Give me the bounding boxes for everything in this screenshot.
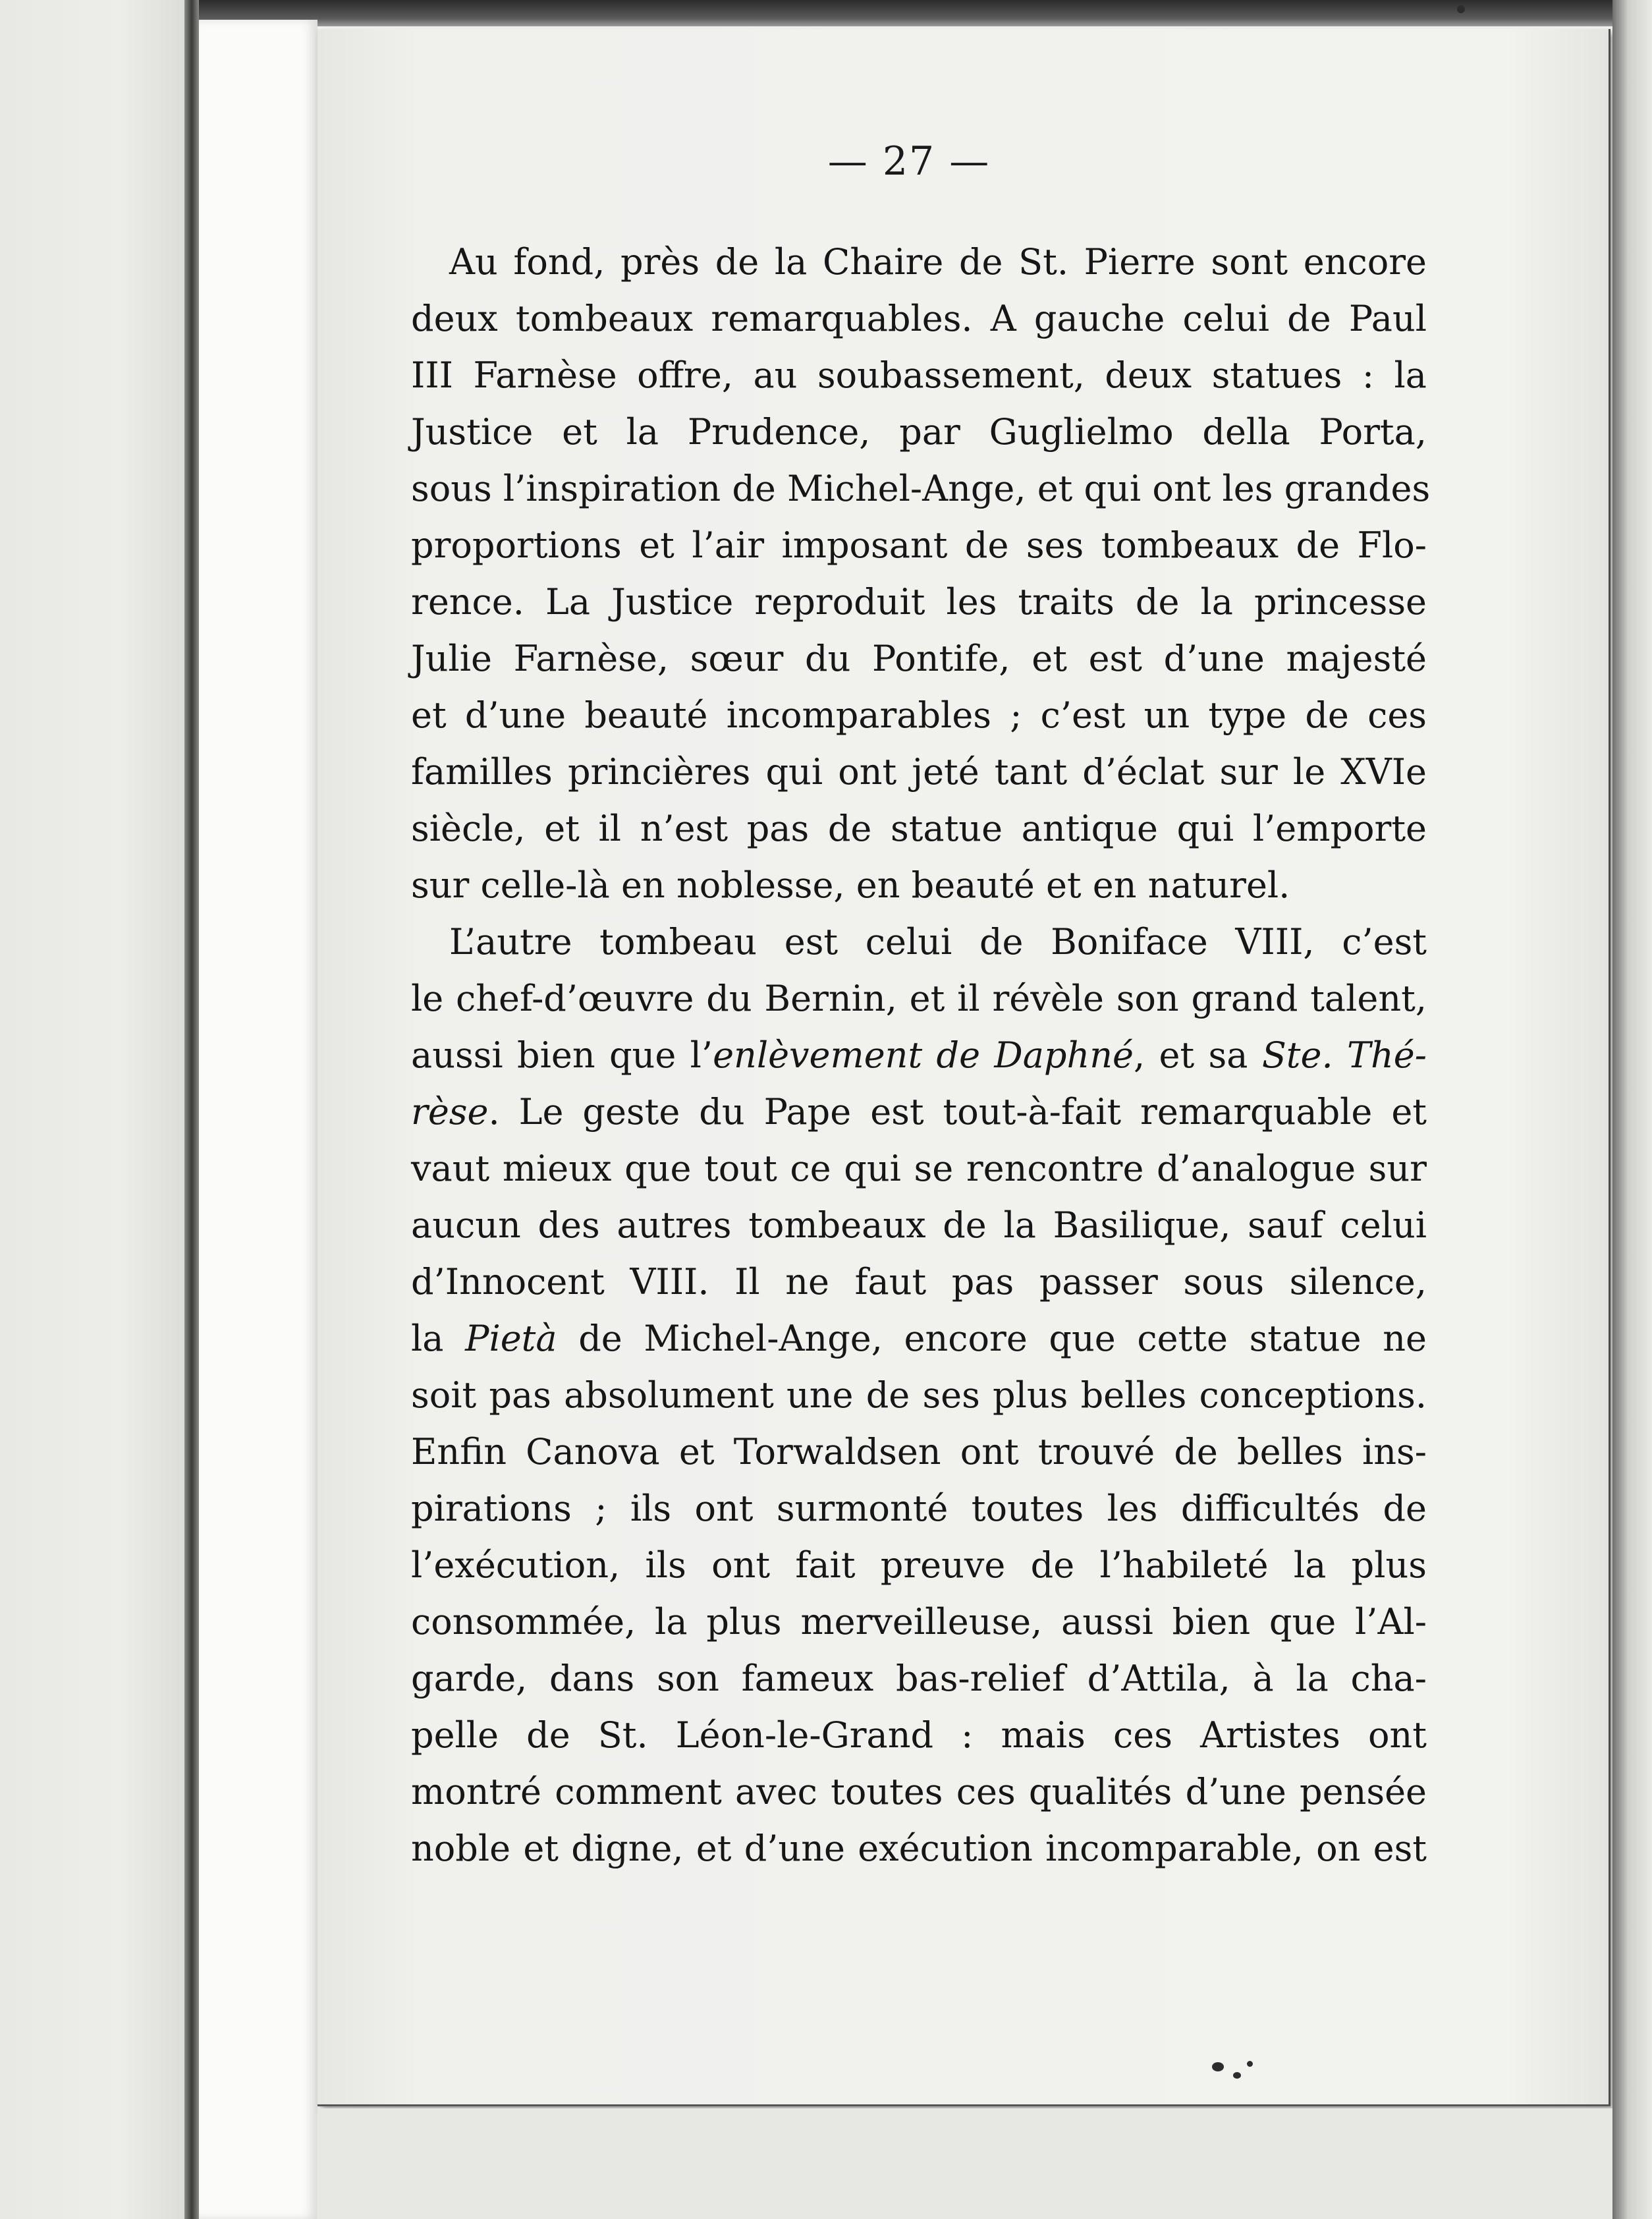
text-line: pelle de St. Léon-le-Grand : mais ces Artistes ont [411, 1714, 1427, 1756]
text-line: pirations ; ils ont surmonté toutes les difficultés de [411, 1488, 1427, 1529]
text-line-mixed [411, 1027, 1427, 1084]
text-run: , et sa [1133, 1034, 1262, 1076]
text-line: Justice et la Prudence, par Guglielmo della Porta, [411, 411, 1427, 453]
text-run: . Le geste du Pape est tout-à-fait remarquable et [488, 1091, 1427, 1133]
text-line-mixed [411, 1310, 1427, 1367]
text-run: aussi bien que l’ [411, 1034, 713, 1076]
italic-title: enlèvement de Daphné [713, 1034, 1134, 1076]
facing-page-edge [199, 20, 317, 2219]
text-line: familles princières qui ont jeté tant d’éclat sur le XVIe [411, 751, 1427, 793]
book-binding-edge [184, 0, 199, 2219]
italic-title: Ste. Thé- [1261, 1034, 1427, 1076]
text-line: sous l’inspiration de Michel-Ange, et qui ont les grandes [411, 468, 1431, 509]
italic-title: Pietà [465, 1318, 557, 1359]
text-line: Enfin Canova et Torwaldsen ont trouvé de belles ins- [411, 1431, 1427, 1473]
text-line: vaut mieux que tout ce qui se rencontre d’analogue sur [411, 1148, 1427, 1189]
text-line: sur celle-là en noblesse, en beauté et en naturel. [411, 864, 1290, 906]
text-line: proportions et l’air imposant de ses tombeaux de Flo- [411, 524, 1427, 566]
dust-speck [1457, 5, 1465, 13]
dust-speck [1233, 2072, 1241, 2079]
text-line: consommée, la plus merveilleuse, aussi bien que l’Al- [411, 1601, 1427, 1643]
text-line-mixed [411, 1084, 1427, 1140]
text-run: de Michel-Ange, encore que cette statue ne [557, 1318, 1427, 1359]
text-line: L’autre tombeau est celui de Boniface VIII, c’est [449, 921, 1427, 963]
scan-left-margin [0, 0, 198, 2219]
text-line: d’Innocent VIII. Il ne faut pas passer sous silence, [411, 1261, 1427, 1303]
page-text [411, 234, 1431, 1877]
text-line: garde, dans son fameux bas-relief d’Attila, à la cha- [411, 1658, 1427, 1699]
text-line: III Farnèse offre, au soubassement, deux statues : la [411, 354, 1427, 396]
text-line: Au fond, près de la Chaire de St. Pierre sont encore [449, 241, 1427, 283]
text-line: et d’une beauté incomparables ; c’est un type de ces [411, 694, 1427, 736]
italic-title: rèse [411, 1091, 489, 1133]
text-line: rence. La Justice reproduit les traits de la princesse [411, 581, 1427, 623]
text-line: deux tombeaux remarquables. A gauche celui de Paul [411, 298, 1427, 339]
text-run: la [411, 1318, 466, 1359]
page-number: — 27 — [827, 138, 991, 184]
text-line: soit pas absolument une de ses plus belles conceptions. [411, 1374, 1427, 1416]
dust-speck [1212, 2062, 1224, 2071]
scan-right-shadow [1612, 0, 1652, 2219]
text-line: noble et digne, et d’une exécution incomparable, on est [411, 1828, 1427, 1869]
text-line: montré comment avec toutes ces qualités d’une pensée [411, 1771, 1427, 1812]
text-line: siècle, et il n’est pas de statue antique qui l’emporte [411, 808, 1427, 849]
scan-bottom-margin [317, 2108, 1612, 2219]
text-line: l’exécution, ils ont fait preuve de l’habileté la plus [411, 1544, 1427, 1586]
text-line: Julie Farnèse, sœur du Pontife, et est d’une majesté [411, 638, 1427, 679]
text-line: aucun des autres tombeaux de la Basilique, sauf celui [411, 1204, 1427, 1246]
text-line: le chef-d’œuvre du Bernin, et il révèle son grand talent, [411, 978, 1427, 1019]
dust-speck [1247, 2061, 1253, 2067]
